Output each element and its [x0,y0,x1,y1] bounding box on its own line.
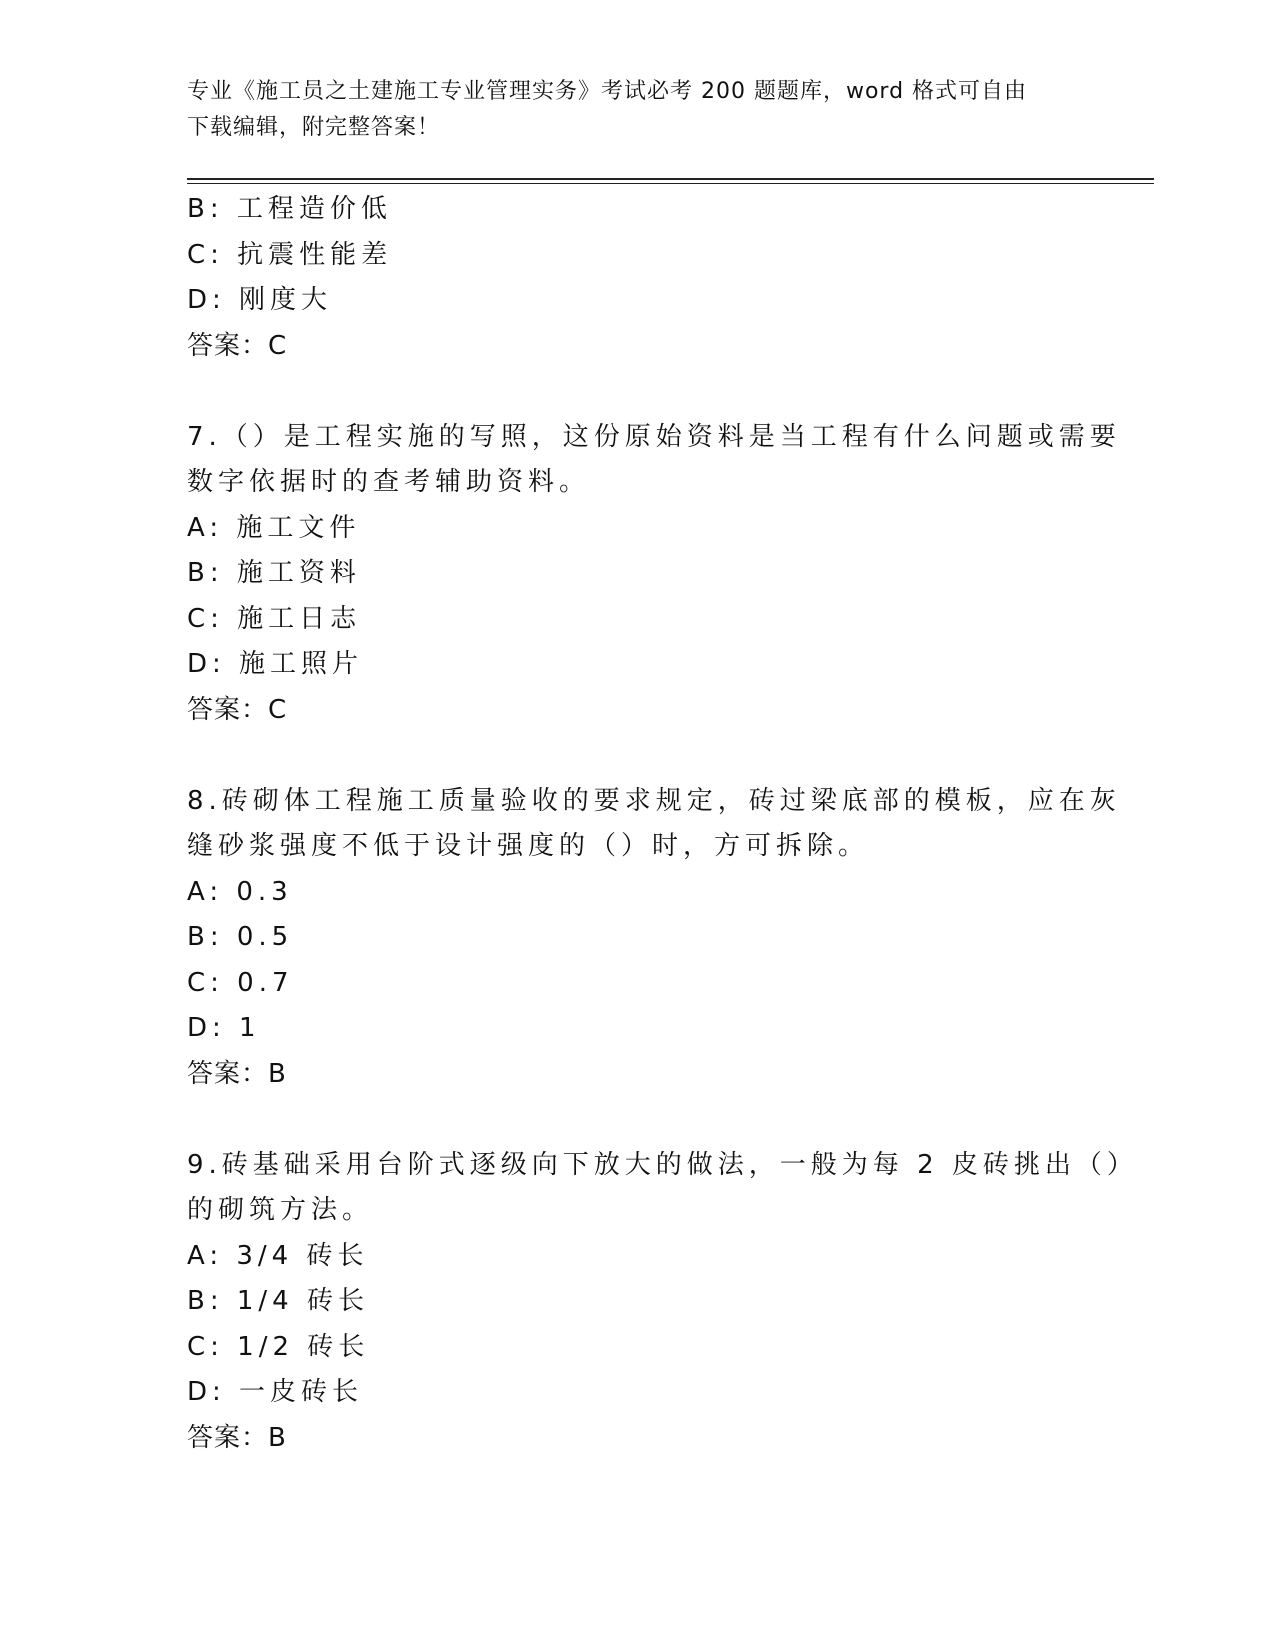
option-line: C: 1/2 砖长 [187,1331,370,1362]
option-line: A: 施工文件 [187,512,361,543]
option-line: B: 1/4 砖长 [187,1286,369,1316]
header-rule-thin [187,183,1154,184]
option-line: D: 1 [187,1013,261,1043]
answer-line: 答案：B [187,1058,287,1089]
question-stem-line: 7.（）是工程实施的写照，这份原始资料是当工程有什么问题或需要 [187,421,1121,452]
option-line: A: 3/4 砖长 [187,1240,369,1271]
option-line: D: 一皮砖长 [187,1377,364,1407]
question-stem-line: 缝砂浆强度不低于设计强度的（）时，方可拆除。 [187,831,870,861]
question-6-continued [187,187,1087,369]
document-body [187,187,1138,1461]
document-header [187,74,1067,146]
answer-line: 答案：C [187,694,288,725]
question-9 [187,1143,1138,1462]
option-line: D: 刚度大 [187,285,333,315]
option-line: C: 抗震性能差 [187,239,393,270]
answer-line: 答案：B [187,1422,287,1453]
question-stem-line: 8.砖砌体工程施工质量验收的要求规定，砖过梁底部的模板，应在灰 [187,785,1121,816]
question-7 [187,415,1121,734]
answer-line: 答案：C [187,330,288,361]
option-line: C: 施工日志 [187,603,362,634]
header-line-1: 专业《施工员之土建施工专业管理实务》考试必考 200 题题库，word 格式可自由 [187,79,1028,104]
question-8 [187,779,1121,1098]
question-stem-line: 数字依据时的查考辅助资料。 [187,467,591,497]
option-line: B: 工程造价低 [187,194,392,224]
question-stem-line: 的砌筑方法。 [187,1195,374,1225]
header-line-2: 下载编辑，附完整答案！ [187,115,441,140]
option-line: C: 0.7 [187,967,294,998]
option-line: D: 施工照片 [187,649,364,679]
header-rule-thick [187,178,1154,180]
spacer [187,1097,1087,1143]
option-line: B: 0.5 [187,922,294,952]
question-stem-line: 9.砖基础采用台阶式逐级向下放大的做法，一般为每 2 皮砖挑出（） [187,1149,1138,1180]
spacer [187,733,1087,779]
spacer [187,369,1087,415]
option-line: A: 0.3 [187,876,293,907]
option-line: B: 施工资料 [187,558,361,588]
